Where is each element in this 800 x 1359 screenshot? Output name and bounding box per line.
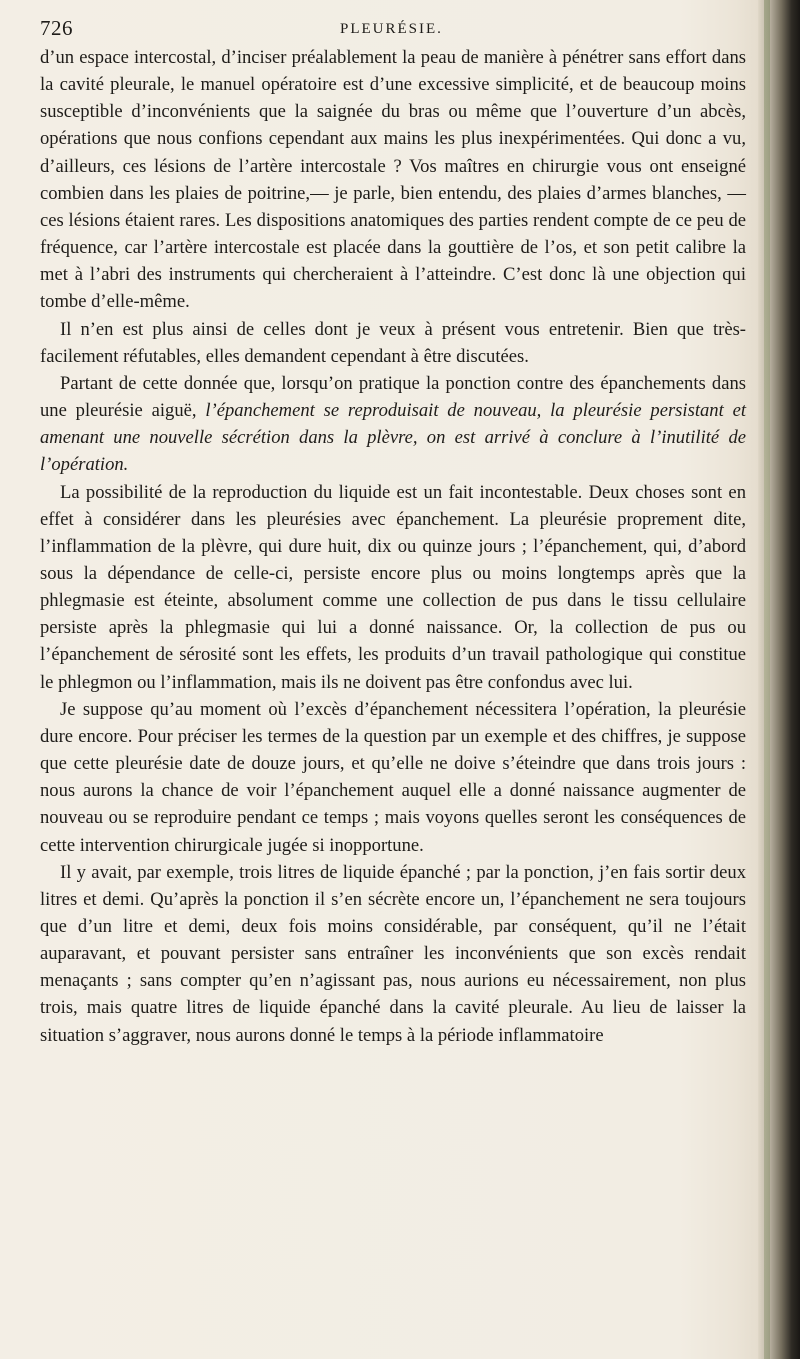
paragraph-5: Je suppose qu’au moment où l’excès d’épanchement nécessitera l’opération, la pleurésie dure encore. Pour préciser les termes de la question par un exemple et des chiffres, je suppose que cette pleurésie date de douze jours, et qu’elle ne doive s’éteindre que dans trois jours : nous aurons la chance de voir l’épanchement auquel elle a donné naissance augmenter de nouveau ou se reproduire pendant ce temps ; mais voyons quelles seront les conséquences de cette intervention chirurgicale jugée si inopportune.: [40, 698, 746, 856]
paragraph-3: [40, 370, 746, 479]
page-number: 726: [40, 16, 73, 40]
running-title: PLEURÉSIE.: [340, 21, 443, 37]
book-spine-edge: [758, 0, 800, 1359]
paragraph-1: d’un espace intercostal, d’inciser préalablement la peau de manière à pénétrer sans effort dans la cavité pleurale, le manuel opératoire est d’une excessive simplicité, et de beaucoup moins susceptible d’inconvénients que la saignée du bras ou même que l’ouverture d’un abcès, opérations que nous confions cependant aux mains les plus inexpérimentées. Qui donc a vu, d’ailleurs, ces lésions de l’artère intercostale ? Vos maîtres en chirurgie vous ont enseigné combien dans les plaies de poitrine,— je parle, bien entendu, des plaies d’armes blanches, —ces lésions étaient rares. Les dispositions anatomiques des parties rendent compte de ce peu de fréquence, car l’artère intercostale est placée dans la gouttière de l’os, et son petit calibre la met à l’abri des instruments qui chercheraient à l’atteindre. C’est donc là une objection qui tombe d’elle-même.: [40, 47, 746, 313]
paragraph-2: Il n’en est plus ainsi de celles dont je veux à présent vous entretenir. Bien que très-facilement réfutables, elles demandent cependant à être discutées.: [40, 318, 746, 367]
page-header: [40, 8, 745, 38]
body-text: [40, 44, 746, 1049]
paragraph-3-italic: l’épanchement se reproduisait de nouveau, la pleurésie persistant et amenant une nouvelle sécrétion dans la plèvre, on est arrivé à conclure à l’inutilité de l’opération.: [40, 400, 746, 476]
paragraph-6: Il y avait, par exemple, trois litres de liquide épanché ; par la ponction, j’en fais sortir deux litres et demi. Qu’après la ponction il s’en sécrète encore un, l’épanchement ne sera toujours que d’un litre et demi, deux fois moins considérable, par conséquent, qu’il ne l’était auparavant, et pouvant persister sans entraîner les inconvénients que son excès rendait menaçants ; sans compter qu’en n’agissant pas, nous aurions eu nécessairement, non plus trois, mais quatre litres de liquide épanché dans la cavité pleurale. Au lieu de laisser la situation s’aggraver, nous aurons donné le temps à la période inflammatoire: [40, 861, 746, 1046]
paragraph-4: La possibilité de la reproduction du liquide est un fait incontestable. Deux choses sont en effet à considérer dans les pleurésies avec épanchement. La pleurésie proprement dite, l’inflammation de la plèvre, qui dure huit, dix ou quinze jours ; l’épanchement, qui, d’abord sous la dépendance de celle-ci, persiste encore plus ou moins longtemps après que la phlegmasie est éteinte, absolument comme une collection de pus dans le tissu cellulaire persiste après la phlegmasie qui lui a donné naissance. Or, la collection de pus ou l’épanchement de sérosité sont les effets, les produits d’un travail pathologique qui constitue le phlegmon ou l’inflammation, mais ils ne doivent pas être confondus avec lui.: [40, 481, 746, 693]
paragraph-3-roman: Partant de cette donnée que, lorsqu’on pratique la ponction contre des épanchements dans une pleurésie aiguë,: [40, 372, 746, 422]
